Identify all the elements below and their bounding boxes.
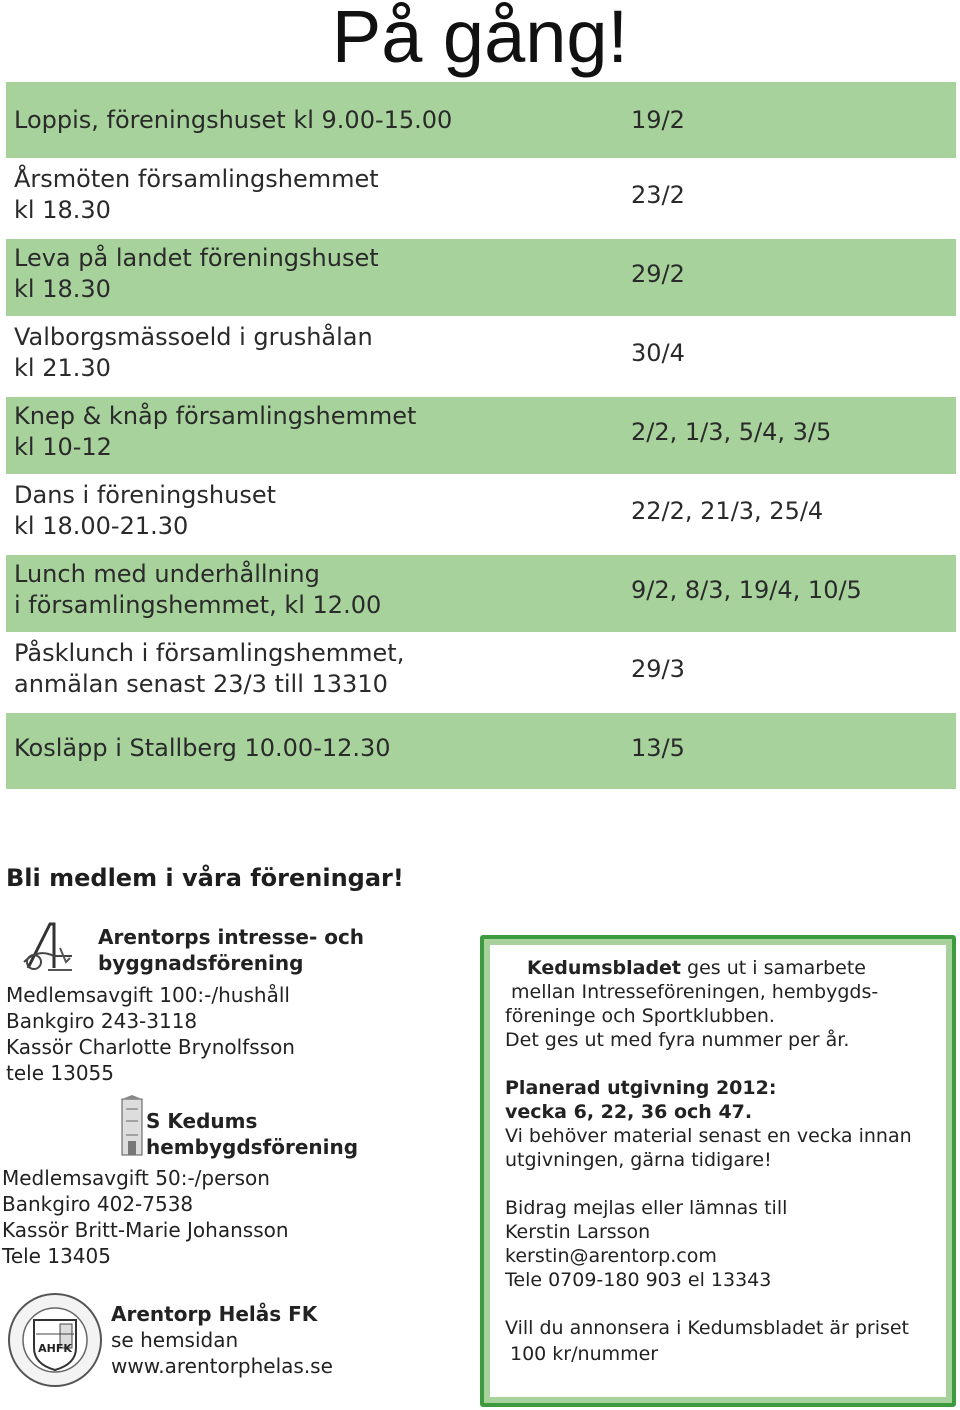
page-title: På gång! <box>331 0 629 78</box>
event-name: Påsklunch i församlingshemmet, anmälan senast 23/3 till 13310 <box>14 639 405 698</box>
members-heading: Bli medlem i våra föreningar! <box>6 864 404 892</box>
event-name: Loppis, föreningshuset kl 9.00-15.00 <box>14 106 453 134</box>
arentorps-treasurer: Kassör Charlotte Brynolfsson <box>6 1035 295 1059</box>
event-row <box>6 239 956 316</box>
church-logo-icon <box>118 1095 148 1159</box>
event-row <box>6 634 956 711</box>
box-ad2: 100 kr/nummer <box>510 1343 659 1365</box>
box-need1: Vi behöver material senast en vecka innan <box>505 1125 912 1147</box>
event-name: Leva på landet föreningshuset kl 18.30 <box>14 244 379 303</box>
event-name: Knep & knåp församlingshemmet kl 10-12 <box>14 402 417 461</box>
event-name: Lunch med underhållning i församlingshemmet, kl 12.00 <box>14 560 382 619</box>
event-date: 22/2, 21/3, 25/4 <box>631 497 824 525</box>
arentorps-logo-icon <box>20 918 76 976</box>
helas-name: Arentorp Helås FK <box>111 1302 318 1326</box>
event-row <box>6 82 956 158</box>
arentorps-name: Arentorps intresse- och <box>98 925 365 949</box>
event-row <box>6 555 956 632</box>
box-contact-email: kerstin@arentorp.com <box>505 1245 717 1267</box>
event-name: Dans i föreningshuset kl 18.00-21.30 <box>14 481 276 540</box>
box-line3: föreninge och Sportklubben. <box>505 1005 775 1027</box>
arentorps-fee: Medlemsavgift 100:-/hushåll <box>6 983 290 1007</box>
event-date: 19/2 <box>631 106 685 134</box>
box-need2: utgivningen, gärna tidigare! <box>505 1149 772 1171</box>
arentorps-bankgiro: Bankgiro 243-3118 <box>6 1009 198 1033</box>
helas-logo-text: AHFK <box>38 1342 72 1355</box>
event-name: Valborgsmässoeld i grushålan kl 21.30 <box>14 323 373 382</box>
box-contact-name: Kerstin Larsson <box>505 1221 651 1243</box>
box-line4: Det ges ut med fyra nummer per år. <box>505 1029 850 1051</box>
event-date: 29/2 <box>631 260 685 288</box>
box-bold-lead: Kedumsbladet <box>527 957 682 979</box>
arentorps-name: byggnadsförening <box>98 951 304 975</box>
box-plan-title: Planerad utgivning 2012: <box>505 1077 777 1099</box>
box-line1-rest: ges ut i samarbete <box>681 957 866 979</box>
box-contact-phone: Tele 0709-180 903 el 13343 <box>505 1269 772 1291</box>
event-date: 13/5 <box>631 734 685 762</box>
box-plan-weeks: vecka 6, 22, 36 och 47. <box>505 1101 753 1123</box>
event-row <box>6 318 956 395</box>
events-table <box>6 82 956 791</box>
helas-url: www.arentorphelas.se <box>111 1354 333 1378</box>
box-ad1: Vill du annonsera i Kedumsbladet är priset <box>505 1317 910 1339</box>
box-contrib1: Bidrag mejlas eller lämnas till <box>505 1197 788 1219</box>
event-name: Kosläpp i Stallberg 10.00-12.30 <box>14 734 391 762</box>
event-row <box>6 160 956 237</box>
kedums-bankgiro: Bankgiro 402-7538 <box>2 1192 194 1216</box>
event-row <box>6 713 956 789</box>
kedums-name: hembygdsförening <box>146 1135 359 1159</box>
helas-line2: se hemsidan <box>111 1328 239 1352</box>
event-date: 30/4 <box>631 339 685 367</box>
event-date: 29/3 <box>631 655 685 683</box>
event-row <box>6 397 956 474</box>
kedums-phone: Tele 13405 <box>2 1244 111 1268</box>
kedums-treasurer: Kassör Britt-Marie Johansson <box>2 1218 289 1242</box>
event-date: 9/2, 8/3, 19/4, 10/5 <box>631 576 862 604</box>
kedums-name: S Kedums <box>146 1109 258 1133</box>
kedums-fee: Medlemsavgift 50:-/person <box>2 1166 270 1190</box>
helas-fk-logo-icon <box>6 1290 104 1390</box>
event-date: 23/2 <box>631 181 685 209</box>
event-date: 2/2, 1/3, 5/4, 3/5 <box>631 418 832 446</box>
arentorps-phone: tele 13055 <box>6 1061 114 1085</box>
box-line2: mellan Intresseföreningen, hembygds- <box>511 981 879 1003</box>
event-row <box>6 476 956 553</box>
box-line1 <box>527 955 866 981</box>
event-name: Årsmöten församlingshemmet kl 18.30 <box>14 165 379 224</box>
